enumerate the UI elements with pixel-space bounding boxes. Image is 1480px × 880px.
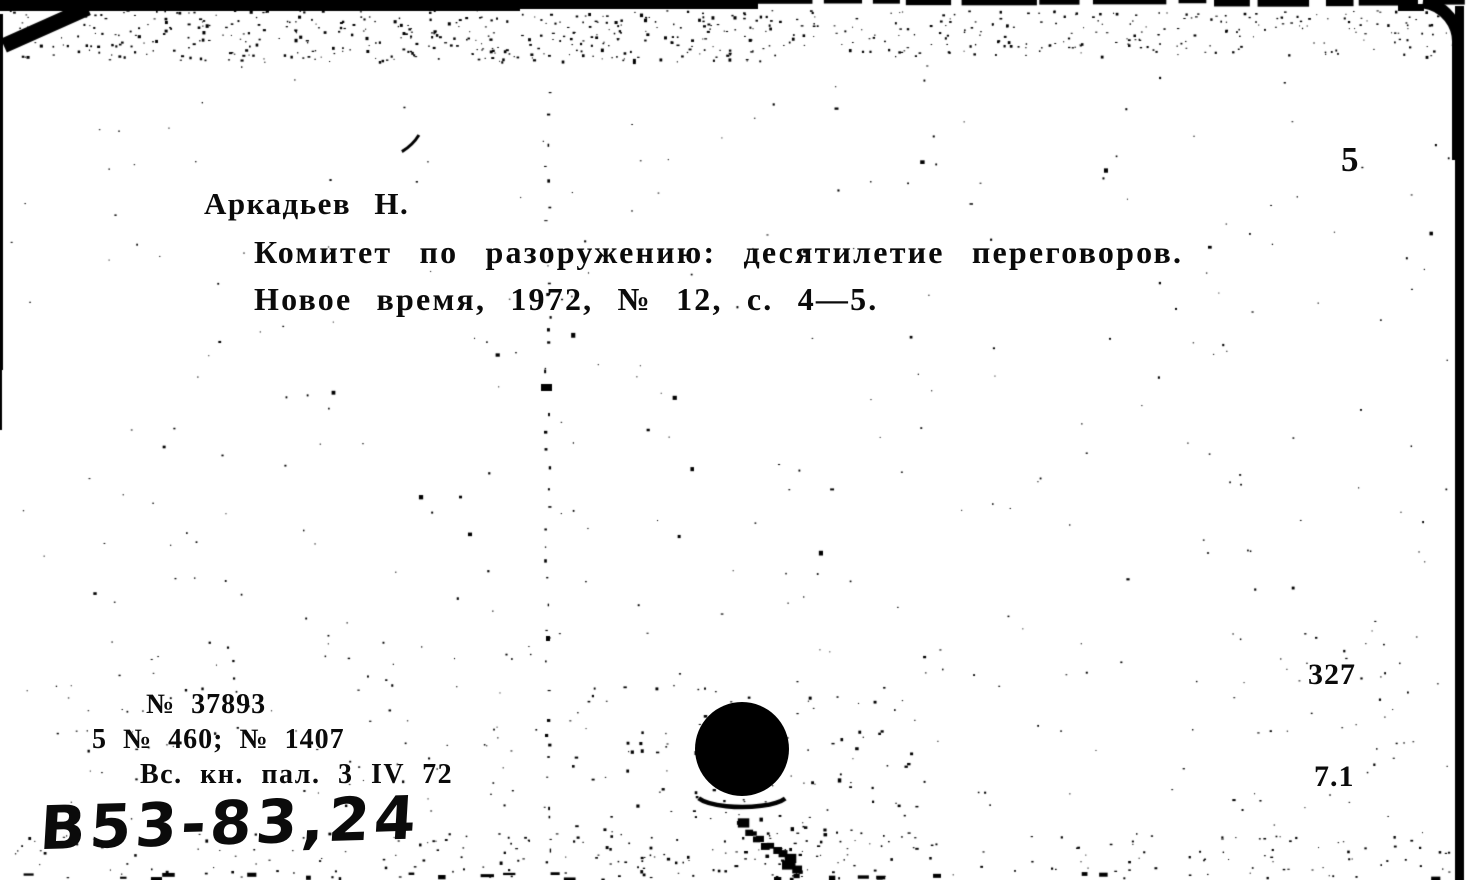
call-number-handwritten: B53-83,24: [37, 783, 422, 865]
classification-number-top: 327: [1308, 658, 1356, 691]
source-line: Новое время, 1972, № 12, с. 4—5.: [254, 281, 879, 317]
title-line: Комитет по разоружению: десятилетие переговоров.: [254, 234, 1184, 270]
card-sequence-number: 5: [1341, 140, 1359, 179]
accession-number-line-2: 5 № 460; № 1407: [92, 724, 345, 755]
accession-number-line-1: № 37893: [146, 689, 267, 720]
punch-hole: [695, 702, 789, 796]
classification-number-bottom: 7.1: [1314, 760, 1355, 793]
accession-number-line-3: Вс. кн. пал. 3 IV 72: [140, 759, 454, 790]
author-name: Аркадьев Н.: [204, 186, 410, 221]
